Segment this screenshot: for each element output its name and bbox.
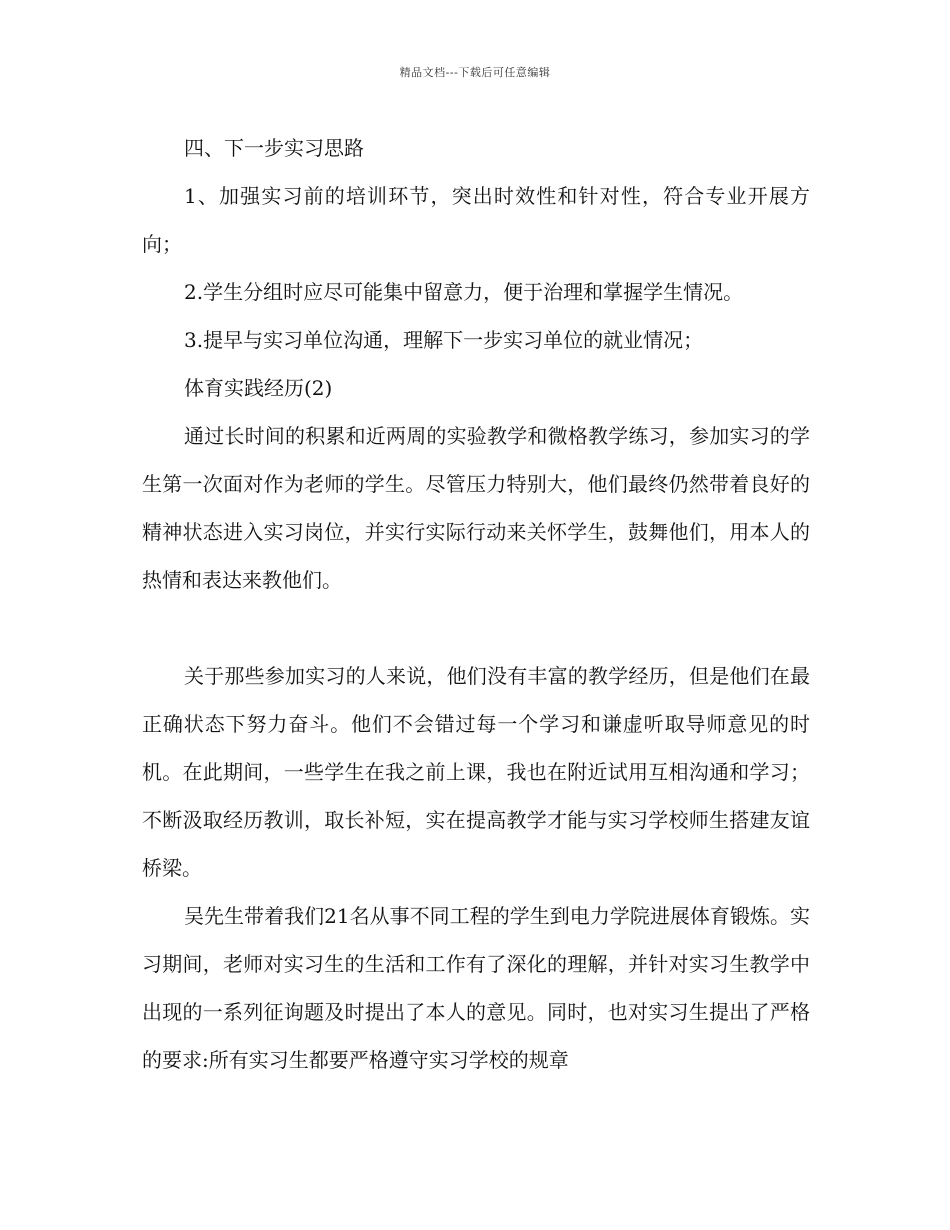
body-paragraph: 关于那些参加实习的人来说，他们没有丰富的教学经历，但是他们在最正确状态下努力奋斗。他们不会错过每一个学习和谦虚听取导师意见的时机。在此期间，一些学生在我之前上课，我也在附近试用互相沟通和学习；不断汲取经历教训，取长补短，实在提高教学才能与实习学校师生搭建友谊桥梁。 xyxy=(142,664,810,880)
document-body xyxy=(142,124,810,1084)
section-heading: 四、下一步实习思路 xyxy=(184,136,364,160)
page-header: 精品文档---下载后可任意编辑 xyxy=(399,66,551,79)
list-item: 1、加强实习前的培训环节，突出时效性和针对性，符合专业开展方向； xyxy=(142,184,810,256)
body-paragraph: 吴先生带着我们21名从事不同工程的学生到电力学院进展体育锻炼。实习期间，老师对实习生的生活和工作有了深化的理解，并针对实习生教学中出现的一系列征询题及时提出了本人的意见。同时，也对实习生提出了严格的要求:所有实习生都要严格遵守实习学校的规章 xyxy=(142,904,810,1072)
list-item: 2.学生分组时应尽可能集中留意力，便于治理和掌握学生情况。 xyxy=(184,280,744,304)
article-title: 体育实践经历(2) xyxy=(184,376,333,400)
list-item: 3.提早与实习单位沟通，理解下一步实习单位的就业情况； xyxy=(184,328,704,352)
body-paragraph: 通过长时间的积累和近两周的实验教学和微格教学练习，参加实习的学生第一次面对作为老师的学生。尽管压力特别大，他们最终仍然带着良好的精神状态进入实习岗位，并实行实际行动来关怀学生，鼓舞他们，用本人的热情和表达来教他们。 xyxy=(142,424,810,592)
paragraph-gap xyxy=(142,604,810,652)
